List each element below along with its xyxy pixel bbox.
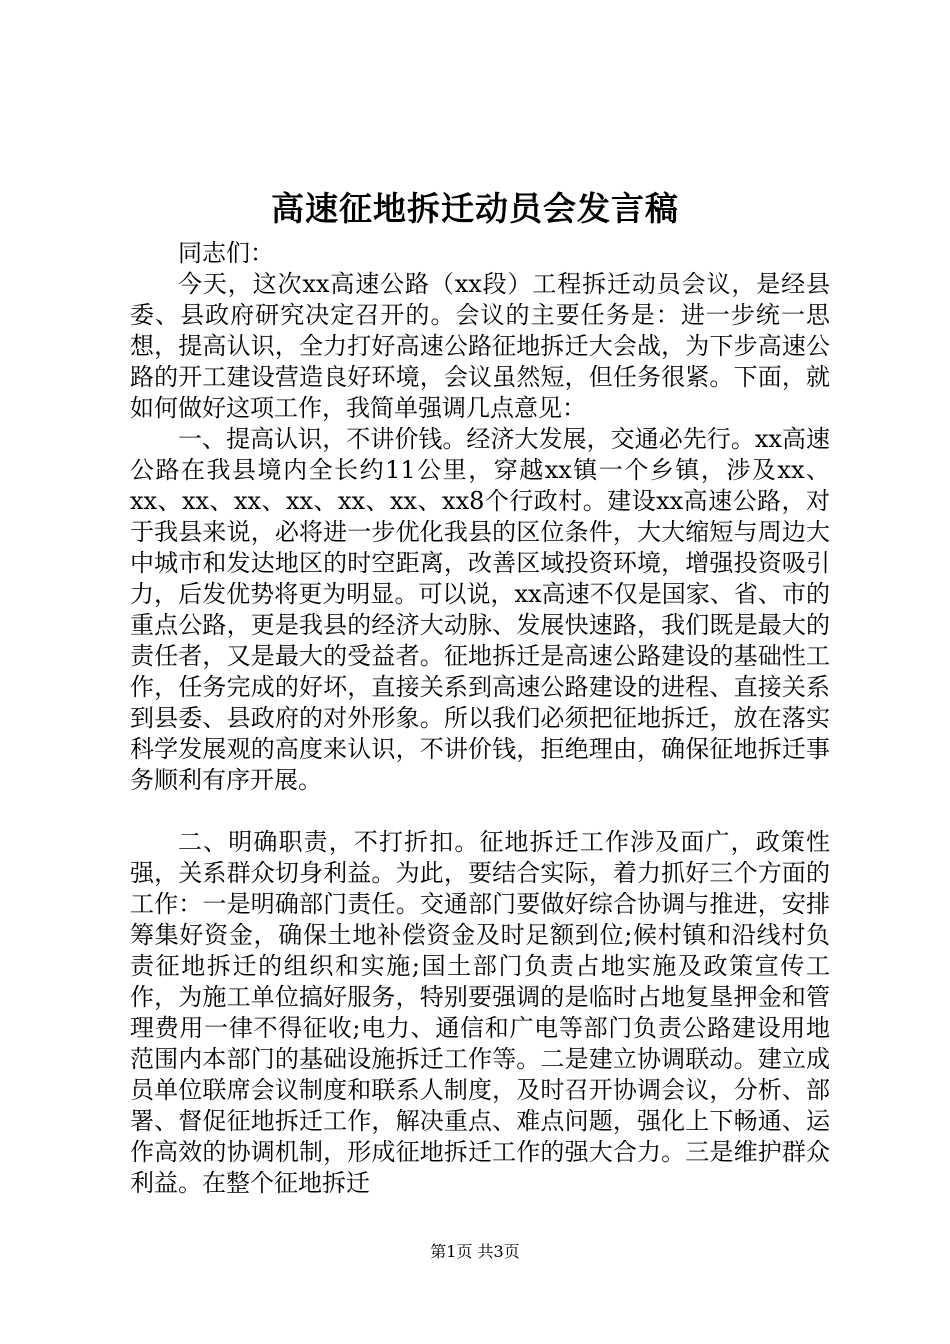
page-footer: 第1页 共3页 [430, 1242, 520, 1261]
document-body [130, 238, 830, 1199]
paragraph-section-2: 二、明确职责，不打折扣。征地拆迁工作涉及面广，政策性强，关系群众切身利益。为此，要结合实际，着力抓好三个方面的工作：一是明确部门责任。交通部门要做好综合协调与推进，安排筹集好资金，确保土地补偿资金及时足额到位;候村镇和沿线村负责征地拆迁的组织和实施;国土部门负责占地实施及政策宣传工作，为施工单位搞好服务，特别要强调的是临时占地复垦押金和管理费用一律不得征收;电力、通信和广电等部门负责公路建设用地范围内本部门的基础设施拆迁工作等。二是建立协调联动。建立成员单位联席会议制度和联系人制度，及时召开协调会议，分析、部署、督促征地拆迁工作，解决重点、难点问题，强化上下畅通、运作高效的协调机制，形成征地拆迁工作的强大合力。三是维护群众利益。在整个征地拆迁 [130, 828, 830, 1197]
paragraph-intro: 今天，这次xx高速公路（xx段）工程拆迁动员会议，是经县委、县政府研究决定召开的。会议的主要任务是：进一步统一思想，提高认识，全力打好高速公路征地拆迁大会战，为下步高速公路的开工建设营造良好环境，会议虽然短，但任务很紧。下面，就如何做好这项工作，我简单强调几点意见： [130, 270, 830, 422]
page-title: 高速征地拆迁动员会发言稿 [271, 189, 679, 228]
salutation: 同志们： [178, 239, 274, 267]
paragraph-section-1: 一、提高认识，不讲价钱。经济大发展，交通必先行。xx高速公路在我县境内全长约11公里，穿越xx镇一个乡镇，涉及xx、xx、xx、xx、xx、xx、xx、xx8个行政村。建设xx高速公路，对于我县来说，必将进一步优化我县的区位条件，大大缩短与周边大中城市和发达地区的时空距离，改善区域投资环境，增强投资吸引力，后发优势将更为明显。可以说，xx高速不仅是国家、省、市的重点公路，更是我县的经济大动脉、发展快速路，我们既是最大的责任者，又是最大的受益者。征地拆迁是高速公路建设的基础性工作，任务完成的好坏，直接关系到高速公路建设的进程、直接关系到县委、县政府的对外形象。所以我们必须把征地拆迁，放在落实科学发展观的高度来认识，不讲价钱，拒绝理由，确保征地拆迁事务顺利有序开展。 [130, 425, 830, 794]
paragraph-spacer [130, 796, 830, 827]
